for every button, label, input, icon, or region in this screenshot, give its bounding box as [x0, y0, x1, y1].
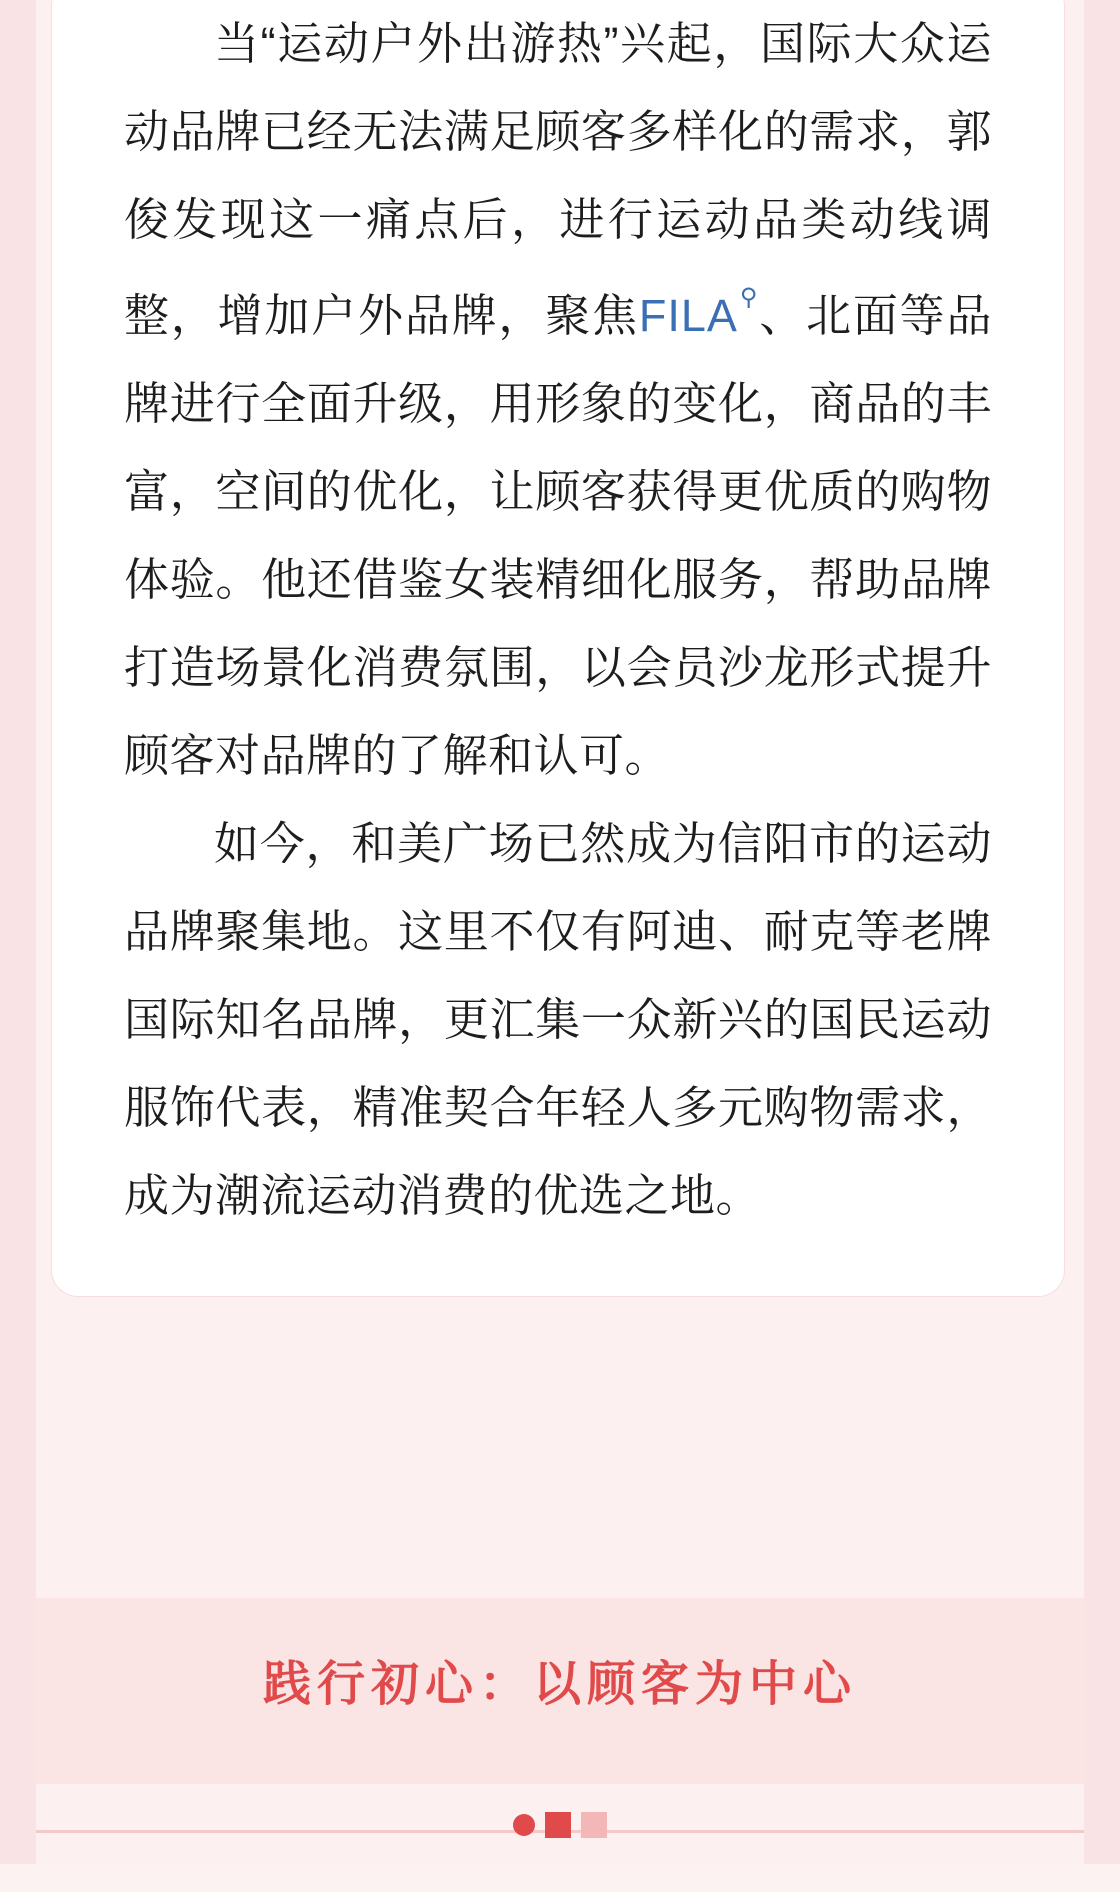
paragraph-1: [124, 0, 992, 800]
decorative-band-left: [0, 0, 36, 1892]
paragraph-2: 如今，和美广场已然成为信阳市的运动品牌聚集地。这里不仅有阿迪、耐克等老牌国际知名品牌，更汇集一众新兴的国民运动服饰代表，精准契合年轻人多元购物需求，成为潮流运动消费的优选之地。: [124, 818, 992, 1221]
decorative-band-right: [1084, 0, 1120, 1892]
fila-brand-link[interactable]: FILA: [638, 290, 738, 341]
section-heading-text: 践行初心：以顾客为中心: [262, 1658, 857, 1711]
paragraph-1-pre-text: 当“运动户外出游热”兴起，国际大众运动品牌已经无法满足顾客多样化的需求，郭俊发现这一痛点后，进行运动品类动线调整，增加户外品牌，聚焦: [124, 18, 992, 341]
article-body: [52, 0, 1064, 1296]
ornament-square-light: [581, 1812, 607, 1838]
search-icon[interactable]: ⚲: [739, 284, 758, 311]
ornament-square-filled: [545, 1812, 571, 1838]
bottom-dot-ornament: [0, 1812, 1120, 1838]
ornament-circle: [513, 1814, 535, 1836]
paragraph-1-post-text: 、北面等品牌进行全面升级，用形象的变化，商品的丰富，空间的优化，让顾客获得更优质的购物体验。他还借鉴女装精细化服务，帮助品牌打造场景化消费氛围，以会员沙龙形式提升顾客对品牌的了解和认可。: [124, 290, 992, 781]
article-card: [52, 0, 1064, 1296]
bottom-strip: [0, 1864, 1120, 1892]
